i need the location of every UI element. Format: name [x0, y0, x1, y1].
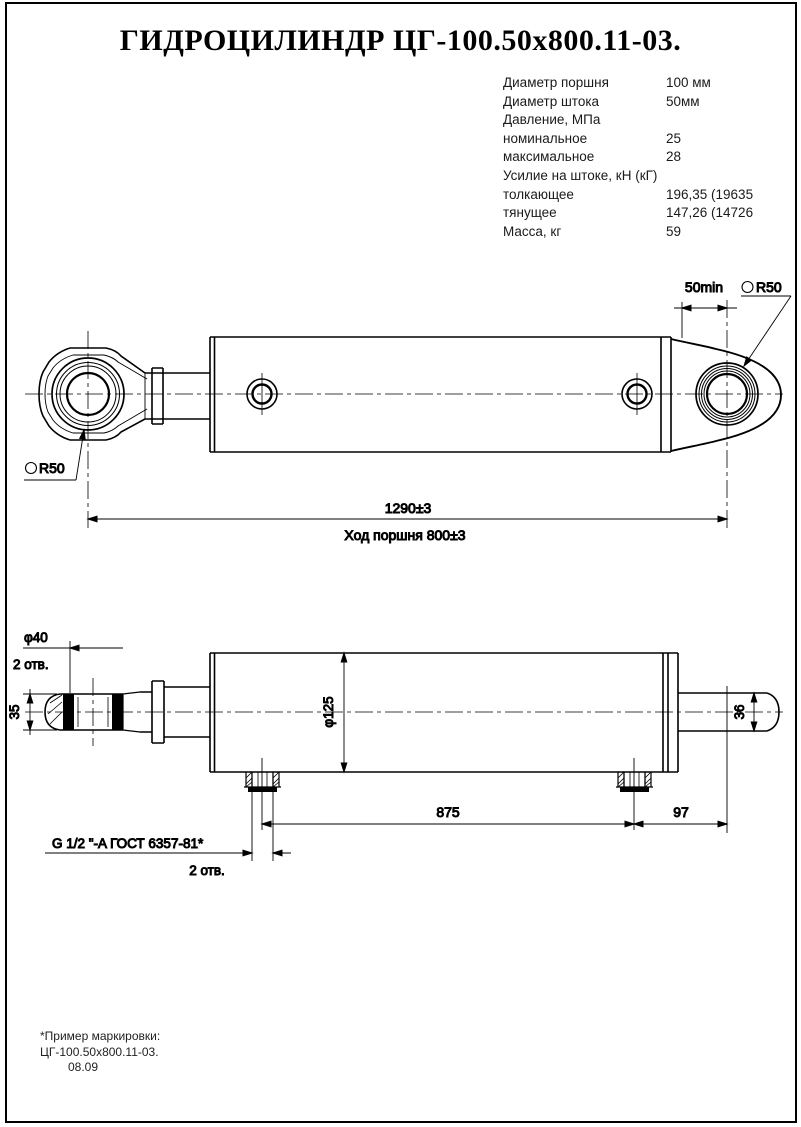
hatch-lines	[48, 695, 62, 724]
note-line: *Пример маркировки:	[40, 1029, 161, 1043]
spec-label: Масса, кг	[503, 223, 562, 239]
note-line: 08.09	[68, 1060, 99, 1074]
cylinder-body-lower	[210, 653, 678, 772]
hatch-lines	[618, 772, 651, 787]
thread-holes-label: 2 отв.	[189, 863, 225, 878]
dim-lug-width-label: 35	[7, 704, 22, 720]
centerlines-lower	[25, 678, 783, 746]
dim-holes-label: 2 отв.	[13, 657, 49, 672]
dim-pin-label: 36	[732, 704, 747, 720]
dim-hole-dia-label: φ40	[24, 630, 48, 645]
thread-spec-label: G 1/2 "-A ГОСТ 6357-81*	[52, 836, 204, 851]
spec-value: 100 мм	[666, 75, 711, 90]
hatch-lines	[246, 772, 279, 787]
dim-ports-span-label: 875	[436, 804, 460, 820]
piston-rod-upper	[145, 368, 210, 424]
spec-label: Диаметр штока	[503, 93, 600, 109]
cylinder-body-upper	[210, 337, 671, 452]
port-boss-left	[244, 772, 281, 792]
spec-label: Усилие на штоке, кН (кГ)	[503, 167, 658, 183]
spec-label: толкающее	[503, 186, 574, 202]
spec-label: Диаметр поршня	[503, 75, 609, 90]
spec-label: номинальное	[503, 130, 588, 146]
drawing-title: ГИДРОЦИЛИНДР ЦГ-100.50х800.11-03.	[119, 24, 682, 57]
dim-50min-label: 50min	[684, 279, 724, 295]
spec-value: 196,35 (19635	[666, 186, 754, 202]
port-boss-right	[616, 772, 653, 792]
thread-callout	[45, 836, 291, 878]
spec-value: 28	[666, 149, 682, 165]
sphere-r50-left	[24, 430, 87, 480]
spec-label: максимальное	[503, 149, 595, 165]
spec-value: 59	[666, 223, 682, 239]
sphere-symbol	[742, 282, 753, 293]
marking-note	[40, 1029, 160, 1076]
spec-value: 50мм	[666, 93, 700, 109]
r50-label: R50	[39, 460, 65, 476]
note-line: ЦГ-100.50х800.11-03.	[40, 1044, 159, 1059]
dim-pin-offset-label: 97	[673, 804, 689, 820]
spec-label: Давление, МПа	[503, 112, 601, 128]
sphere-symbol	[26, 463, 37, 474]
dim-stroke-label: Ход поршня 800±3	[344, 527, 466, 543]
dim-bore-label: φ125	[321, 696, 336, 728]
spec-label: тянущее	[503, 205, 557, 221]
lower-view	[7, 630, 783, 878]
sphere-r50-right	[741, 279, 791, 368]
dim-length-label: 1290±3	[384, 500, 432, 516]
spec-value: 25	[666, 130, 682, 146]
spec-value: 147,26 (14726	[666, 205, 754, 221]
r50-label: R50	[756, 279, 782, 295]
upper-view	[24, 279, 791, 543]
clevis-eye	[671, 339, 781, 451]
